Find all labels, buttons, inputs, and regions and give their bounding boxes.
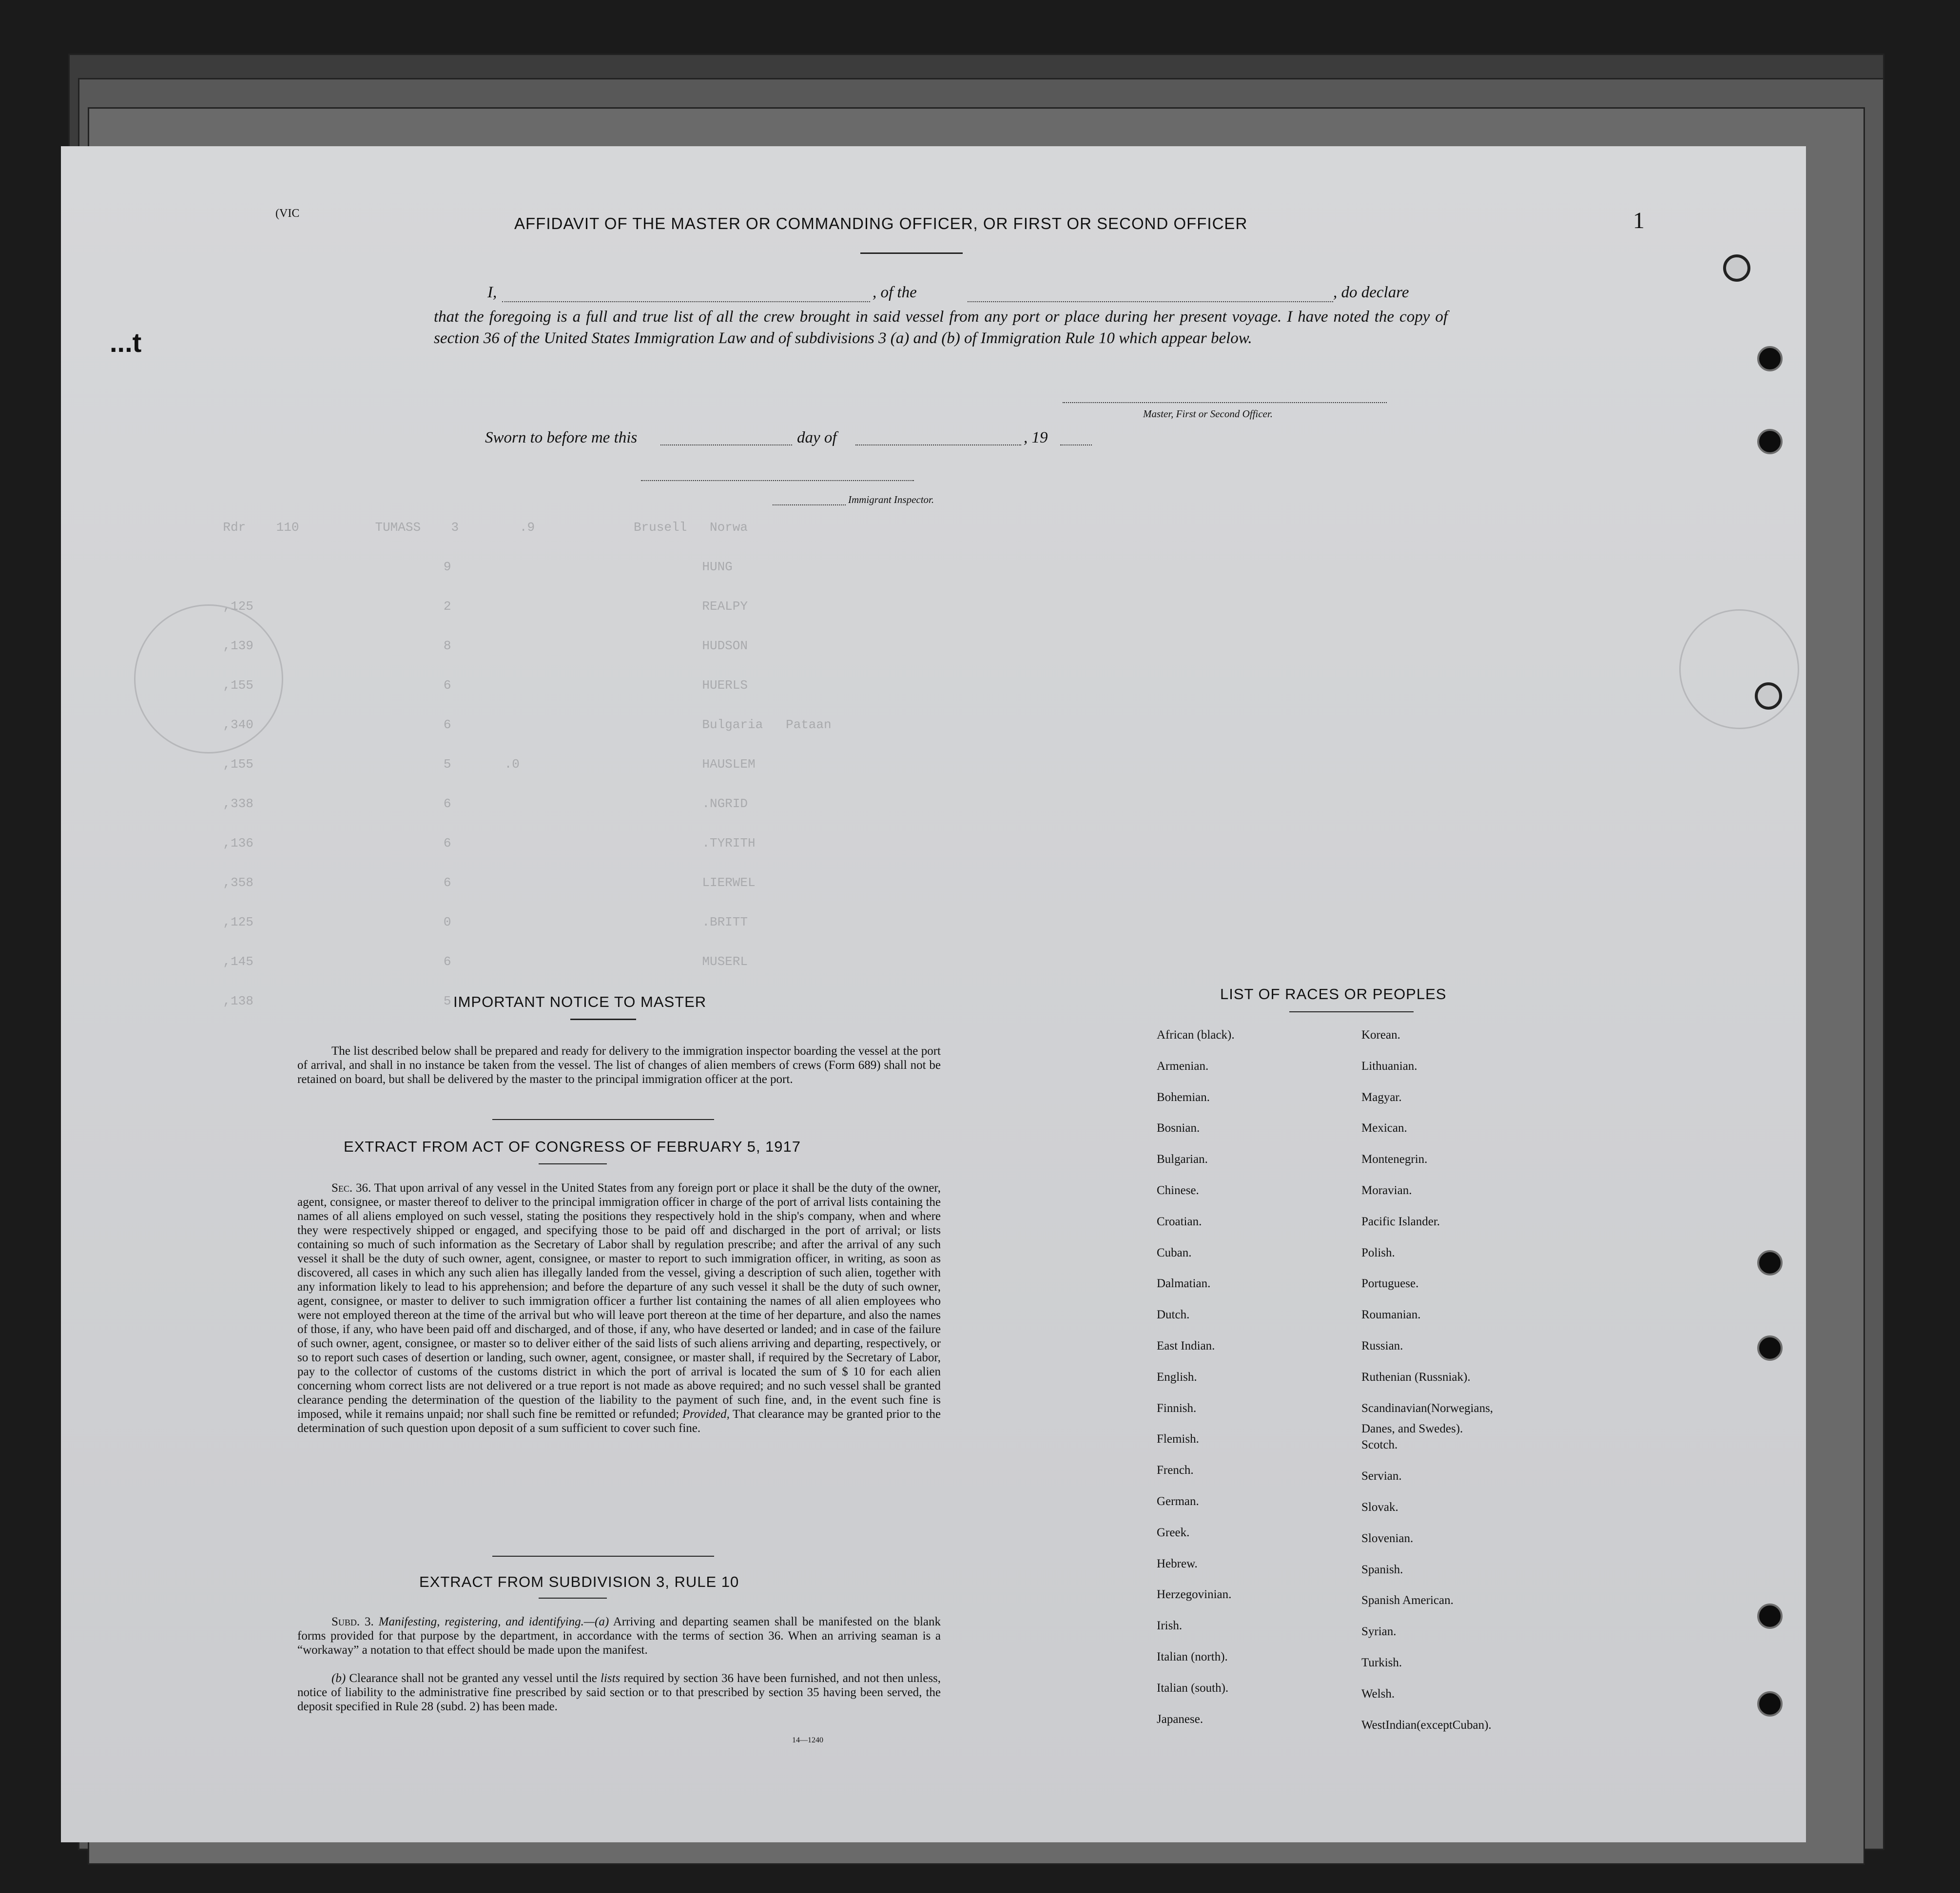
declaration-text: that the foregoing is a full and true list of all the crew brought in said vessel from any port or place during her present voyage. I have noted the copy of section 36 of the United States Immigration Law and of subdivisions 3 (a) and (b) of Immigration Rule 10 which appear below. (434, 308, 1448, 347)
race-item: Cuban. (1157, 1246, 1192, 1259)
race-item: Greek. (1157, 1526, 1190, 1539)
form-number: 14—1240 (792, 1736, 823, 1744)
act-provided-label: Provided, (682, 1408, 730, 1421)
year-label: , 19 (1024, 429, 1048, 446)
race-item: Ruthenian (Russniak). (1361, 1370, 1471, 1384)
rule-text-b2: required by section 36 have been furnished, and not then unless, notice of liability to the administrative fine prescribed by said section or to that prescribed by section 35 having been served, the deposit specified in Rule 28 (subd. 2) has been made. (297, 1672, 941, 1713)
faint-stamp-right (1679, 609, 1799, 729)
race-item: Slovenian. (1361, 1531, 1414, 1545)
inspector-lead-dots (773, 504, 846, 505)
rule-title: EXTRACT FROM SUBDIVISION 3, RULE 10 (419, 1573, 739, 1590)
notice-divider (492, 1119, 714, 1120)
race-item: Roumanian. (1361, 1308, 1421, 1322)
rule-heading: Manifesting, registering, and identifying.—(a) (378, 1615, 609, 1628)
race-scandinavian-cont: Danes, and Swedes). (1361, 1422, 1463, 1435)
rule-text-a (297, 1615, 941, 1657)
race-item: Scandinavian(Norwegians, (1361, 1401, 1494, 1415)
race-item: Croatian. (1157, 1215, 1202, 1228)
race-item: Welsh. (1361, 1687, 1395, 1700)
race-item: Finnish. (1157, 1401, 1197, 1415)
race-item: German. (1157, 1495, 1199, 1508)
race-item: Montenegrin. (1361, 1153, 1428, 1166)
race-item: Syrian. (1361, 1625, 1397, 1639)
race-item: Italian (south). (1157, 1681, 1229, 1695)
race-item: African (black). (1157, 1028, 1235, 1042)
race-item: Polish. (1361, 1246, 1395, 1259)
binder-hole (1757, 429, 1783, 454)
act-text: That upon arrival of any vessel in the United States from any foreign port or place it shall be the duty of the owner, agent, consignee, or master thereof to deliver to the principal immigration officer in charge of the port of arrival lists containing the names of all aliens employed on such vessel, stating the positions they respectively hold in the ship's company, when and where they were respectively shipped or engaged, and specifying those to be paid off and discharged in the port of arrival; or lists containing so much of such information as the Secretary of Labor shall by regulation prescribe; and after the arrival of any such vessel it shall be the duty of such owner, agent, consignee, or master to report to such immigration officer, in writing, as soon as discovered, all cases in which any such alien has illegally landed from the vessel, giving a description of such alien, together with any information likely to lead to his apprehension; and before the departure of any such vessel it shall be the duty of such owner, agent, consignee, or master to deliver to such immigration officer a further list containing the names of all alien employees who were not employed thereon at the time of the arrival but who will leave port thereon at the time of her departure, and also the names of those, if any, who have been paid off and discharged, and of those, if any, who have deserted or landed; and in case of the failure of such owner, agent, consignee, or master so to deliver either of the said lists of such aliens arriving and departing, respectively, or so to report such cases of desertion or landing, such owner, agent, consignee, or master shall, if required by the Secretary of Labor, pay to the collector of customs of the customs district in which the port of arrival is located the sum of $ 10 for each alien concerning whom correct lists are not delivered or a true report is not made as above required; and no such vessel shall be granted clearance pending the determination of the question of the liability to the payment of such fine, and, in the event such fine is imposed, while it remains unpaid; nor shall such fine be remitted or refunded; (297, 1181, 941, 1421)
rule-text-a-body: Arriving and departing seamen shall be manifested on the blank forms provided for that purpose by the department, in accordance with the terms of section 36. When an arriving seaman is a “workaway” a notation to that effect should be made upon the manifest. (297, 1615, 941, 1657)
races-underline (1289, 1011, 1414, 1012)
margin-mark: ...t (110, 327, 142, 358)
race-item: Korean. (1361, 1028, 1400, 1042)
race-item: Lithuanian. (1361, 1059, 1417, 1073)
sworn-year-blank[interactable] (1060, 444, 1092, 445)
sworn-month-blank[interactable] (855, 444, 1021, 445)
race-item: Italian (north). (1157, 1650, 1228, 1663)
corner-mark: (VIC (275, 207, 300, 220)
inspector-caption: Immigrant Inspector. (848, 494, 934, 505)
rule-subd-label: Subd. 3. (331, 1615, 374, 1628)
race-item: English. (1157, 1370, 1197, 1384)
race-item: Irish. (1157, 1619, 1183, 1633)
act-text-block (297, 1181, 941, 1435)
race-item: Chinese. (1157, 1184, 1199, 1197)
race-item: Armenian. (1157, 1059, 1209, 1073)
race-item: Bulgarian. (1157, 1153, 1208, 1166)
binder-hole (1757, 1691, 1783, 1717)
rule-text-b (297, 1671, 941, 1714)
race-item: Mexican. (1361, 1121, 1407, 1135)
race-item: Flemish. (1157, 1432, 1199, 1446)
race-item: Dalmatian. (1157, 1277, 1211, 1291)
races-title: LIST OF RACES OR PEOPLES (1220, 985, 1447, 1003)
title-underline (860, 252, 963, 254)
sworn-label: Sworn to before me this (485, 429, 638, 446)
race-item: Slovak. (1361, 1501, 1398, 1514)
signature-blank[interactable] (1063, 402, 1387, 403)
inspector-signature-blank[interactable] (641, 480, 914, 481)
rule-lists-word: lists (600, 1672, 621, 1685)
day-of-label: day of (797, 429, 837, 446)
name-blank[interactable] (502, 301, 870, 302)
race-item: Portuguese. (1361, 1277, 1419, 1291)
race-item: Bosnian. (1157, 1121, 1200, 1135)
document-page (61, 146, 1806, 1842)
binder-hole-open (1723, 254, 1750, 282)
rule-b-label: (b) (331, 1672, 346, 1685)
race-item: Spanish American. (1361, 1594, 1454, 1607)
signature-caption: Master, First or Second Officer. (1143, 408, 1273, 420)
binder-hole (1757, 1250, 1783, 1275)
bleed-through-text: Rdr 110 TUMASS 3 .9 Brusell Norwa 9 HUNG ,125 2 REALPY ,139 8 HUDSON ,155 6 HUERLS ,340 6 Bulgaria Pataan ,155 5 .0 HAUSLEM ,338 6 .NGRID ,136 6 .TYRITH ,358 6 LIERWEL ,125 0 .BRITT ,145 6 MUSERL ,138 5 (223, 520, 832, 1008)
race-item: Bohemian. (1157, 1090, 1210, 1104)
notice-text: The list described below shall be prepared and ready for delivery to the immigration inspector boarding the vessel at the port of arrival, and shall in no instance be taken from the vessel. The list of changes of alien members of crews (Form 689) shall not be retained on board, but shall be delivered by the master to the principal immigration officer at the port. (297, 1044, 941, 1086)
sworn-day-blank[interactable] (660, 444, 792, 445)
act-sec-label: Sec. 36. (331, 1181, 371, 1195)
right-mark: 1 (1633, 208, 1645, 233)
act-title: EXTRACT FROM ACT OF CONGRESS OF FEBRUARY 5, 1917 (344, 1138, 801, 1155)
notice-underline (570, 1019, 636, 1020)
do-declare-label: , do declare (1333, 284, 1409, 301)
race-item: Japanese. (1157, 1712, 1203, 1726)
race-item: Servian. (1361, 1469, 1402, 1483)
race-item: East Indian. (1157, 1339, 1215, 1352)
affidavit-title: AFFIDAVIT OF THE MASTER OR COMMANDING OFFICER, OR FIRST OR SECOND OFFICER (514, 214, 1248, 232)
notice-title: IMPORTANT NOTICE TO MASTER (453, 993, 707, 1010)
race-item: Pacific Islander. (1361, 1215, 1440, 1228)
binder-hole (1757, 1335, 1783, 1361)
binder-hole (1757, 1603, 1783, 1629)
binder-hole-open (1755, 682, 1782, 710)
rule-text-b1: Clearance shall not be granted any vessel until the (349, 1672, 597, 1685)
race-item: Spanish. (1361, 1563, 1403, 1576)
race-item: Dutch. (1157, 1308, 1190, 1322)
act-divider (492, 1556, 714, 1557)
binder-hole (1757, 346, 1783, 371)
act-text-end: That clearance may be granted prior to the determination of such question upon deposit of a sum sufficient to cover such fine. (297, 1408, 941, 1435)
race-item: Moravian. (1361, 1184, 1412, 1197)
race-item: Magyar. (1361, 1090, 1402, 1104)
race-item: Turkish. (1361, 1656, 1402, 1669)
race-item: French. (1157, 1464, 1194, 1477)
race-item: WestIndian(exceptCuban). (1361, 1718, 1492, 1732)
rule-underline (539, 1598, 607, 1599)
act-underline (539, 1163, 607, 1164)
race-item: Russian. (1361, 1339, 1403, 1352)
vessel-blank[interactable] (968, 301, 1333, 302)
race-item: Hebrew. (1157, 1557, 1198, 1570)
race-item: Herzegovinian. (1157, 1588, 1232, 1602)
race-item: Scotch. (1361, 1438, 1398, 1452)
of-the-label: , of the (873, 284, 917, 301)
i-label: I, (487, 284, 497, 301)
